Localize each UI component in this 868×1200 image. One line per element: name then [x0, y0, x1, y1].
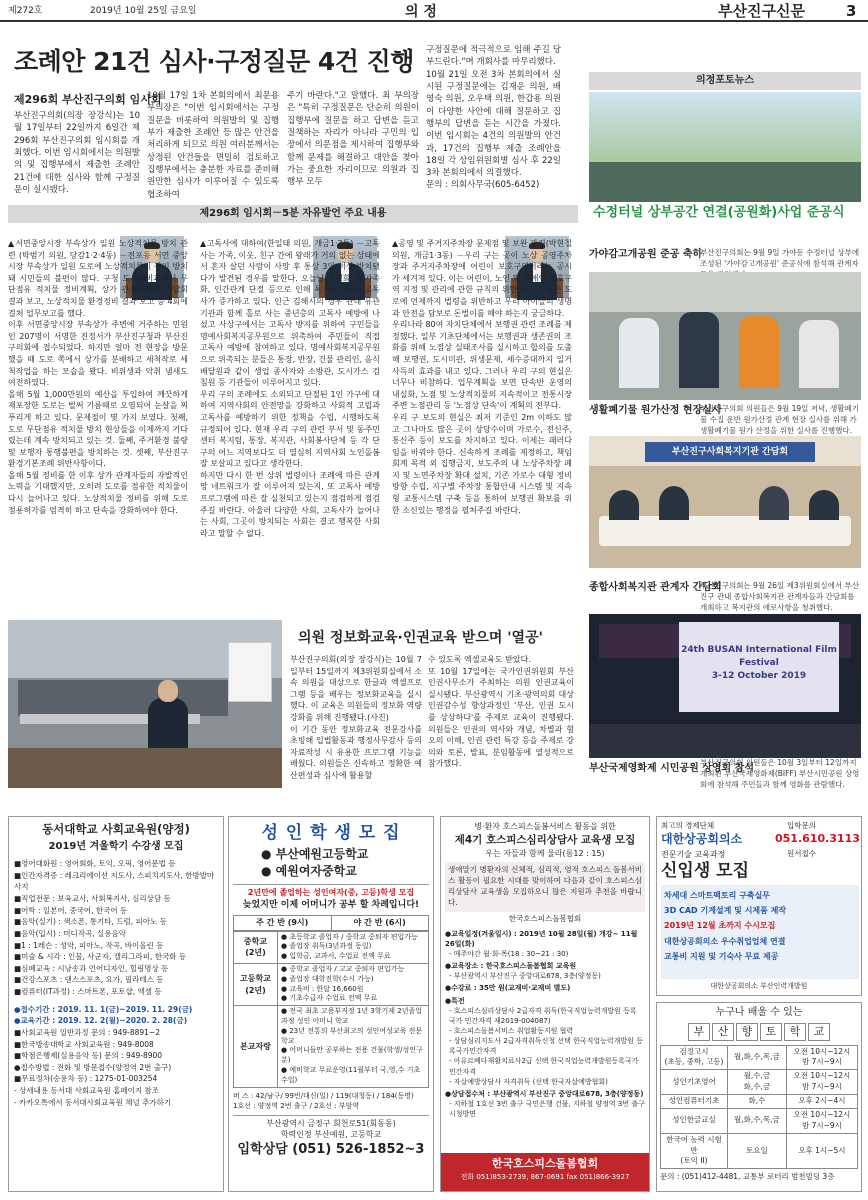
section-name: 의 정 [405, 4, 437, 20]
photo-waste-desc: 부산진구의회 의원들은 9월 19일 저녁, 생활폐기물 수집 운반 원가산정 관계 현장 실사를 위해 가 생활폐기물 원가 산정을 위한 실사를 진행했다. [700, 404, 860, 435]
list-item: - 부산광역시 부산진구 중앙대로678, 3층(양정동) [449, 972, 601, 981]
page-number: 3 [846, 2, 857, 20]
brand-char: 학 [784, 1023, 806, 1041]
lead-col-3: 주기 바란다."고 말했다. 최 부의장은 "특히 구정질문은 단순히 의원이 집행부에 질문을 하고 답변을 듣고 질책하는 자리가 아니라 구민의 입장에서 의문점을 제시하여 집행부와 함께 문제를 해결하고 대안을 찾아가는 중요한 자리이므로 의원과 집행부 모두 [287, 91, 419, 188]
page-header [0, 0, 868, 22]
list-item: ●상담접수처 : 부산광역시 부산진구 중앙대로678, 3층(양정동) [445, 1089, 644, 1098]
ad-chamber-web: 원서접수 [787, 849, 816, 858]
ad-yewon-school-1: ● 부산예원고등학교 [261, 846, 369, 861]
ad-yewon-school-2: ● 예원여자중학교 [261, 864, 357, 879]
ad-yewon-title: 성 인 학 생 모 집 [261, 823, 401, 843]
ad-chamber-phone-label: 입학문의 [787, 821, 816, 830]
ad-chamber-sub: 전문기술 교육과정 [661, 850, 726, 859]
ad-yewon-table [233, 915, 429, 931]
ad-dongseo [8, 816, 224, 1192]
free-speech-title: 제296회 임시회－5분 자유발언 주요 내용 [8, 205, 578, 223]
ad-hospice-title: 제4기 호스피스심리상담사 교육생 모집 [454, 833, 636, 846]
course-days: 토요일 [727, 1133, 786, 1169]
course-name: 한국어 능력 시험반 (토익 II) [661, 1133, 728, 1169]
ad-chamber-items [661, 885, 859, 979]
brand-char: 토 [760, 1023, 782, 1041]
ad-hyangto-table [660, 1045, 858, 1170]
list-item: 3D CAD 기계설계 및 시제품 제작 [664, 906, 787, 916]
course-time: 오후 1시~5시 [786, 1133, 857, 1169]
ad-chamber-phone: 051.610.3113 [775, 832, 860, 845]
brand-char: 교 [808, 1023, 830, 1041]
date-line: ■학점은행제(실용음악 등) 문의 : 949-8900 [14, 1051, 163, 1061]
ad-yewon-rows [233, 931, 429, 1088]
table-row [661, 1045, 858, 1070]
issue-number: 제272호 [8, 6, 43, 16]
course-line: ■음악(입시) : 미디작곡, 실용음악 [14, 928, 126, 938]
ad-yewon [228, 816, 434, 1192]
list-item: - 자살예방상담사 자격취득 (선택 한국자살예방협회) [449, 1077, 608, 1086]
list-item: ●교육장소 : 한국호스피스돌봄협회 교육원 [445, 962, 577, 971]
training-col-2: 수 있도록 엑셀교육도 받았다. 또 10월 17일에는 국가인권위원회 부산인권사무소가 주최하는 의원 인권교육이 실시됐다. 부산광역시 기초·광역의회 대상 인권감수성 향상과정인 '부산, 인권 도시를 상상하다'를 주제로 교육이 진행됐다. 의원들은 인권의 역사와 개념, 차별과 혐오의 이해, 인권 관련 특강 등을 주제로 강의와 토론, 발표, 분임활동에 열성적으로 참가했다. [428, 655, 574, 769]
list-item: - 호스피스돌봄서비스 취업활동지원 협력 [449, 1027, 574, 1036]
photo-waste-caption: 생활폐기물 원가산정 현장실사 [589, 405, 722, 416]
table-row [234, 931, 429, 963]
list-item: 차세대 스마트팩토리 구축실무 [664, 891, 771, 900]
list-item: - 아유르베다재활치료사2급 신택 한국직업능력개발원등록국가민간자격 [449, 1057, 639, 1076]
ad-hospice-intro: 생애말기 병환자의 신체적, 심리적, 영적 호스피스 돌봄서비스 활동이 필요한 시대를 맞이하여 다음과 같이 호스피스심리상담사 교육생을 모집하오니 많은 지원과 추천을 바랍니다. [445, 862, 645, 912]
newspaper-name: 부산진구신문 [718, 2, 805, 20]
photo-film-festival [589, 614, 861, 758]
list-item: - 매주야간 월·화·목(18 : 30~21 : 30) [449, 950, 569, 959]
brand-char: 향 [736, 1023, 758, 1041]
ad-hyangto-title: 누구나 배울 수 있는 [715, 1007, 803, 1018]
lead-headline: 조례안 21건 심사·구정질문 4건 진행 [14, 47, 414, 76]
ad-hyangto [656, 1002, 862, 1192]
table-row [234, 1006, 429, 1087]
photo-park-desc: 부산진구의회는 9월 9일 가야동 수정터널 상부에 조성된 '가야감고개공원' 준공식에 참석해 관계자 [700, 248, 860, 268]
ad-chamber-kicker: 최고의 경제단체 [661, 821, 715, 830]
row-text: ● 초등학교 졸업자 / 중학교 중퇴자 편입가능 ● 졸업장 취득(3년과정 동일) ● 입학금, 교과서, 수업료 전액 무료 [278, 931, 429, 963]
ad-yewon-day-head: 주 간 반 (9시) [234, 916, 332, 931]
photo-park-caption: 가야감고개공원 준공 축하 [589, 249, 703, 260]
lead-col-4: 구정질문에 적극적으로 임해 주길 당부드린다."며 개회사를 마무리했다. 10월 21일 오전 3차 본회의에서 실시된 구정질문에는 김재운 의원, 배영숙 의원, 오우택 의원, 한갑용 의원이 다양한 사안에 대해 질문하고 집행부의 답변을 듣는 시간을 가졌다. 이번 임시회는 4건의 의원발의 안건과, 17건의 집행부 제출 조례안을 18일 각 상임위원회별 심사 후 22일 3차 본회의에서 의결했다. 문의 : 의회사무국(605-6452) [426, 45, 561, 191]
list-item: - 지하철 1호선 3번 출구 국민은행 건물, 지하철 양정역 3번 출구 시청방면 [449, 1100, 645, 1119]
table-row [661, 1070, 858, 1095]
ad-yewon-subway: 1호선 : 양정역 2번 출구 / 2호선 : 부암역 [233, 1101, 360, 1110]
row-text: ● 전국 최초 고용부지정 1년 3학기제 2년졸업과정 성인 어머니 학교 ● 23년 전통의 부산최고의 성인여성교육 전문학교 ● 어머니들만 공부하는 전용 건물(학생/성인구분) ● 예비학교 무료운영(11월부터 국,영,수 기초수업) [278, 1006, 429, 1087]
ad-yewon-bus: 버 스 : 42/남구/ 99번/대신(일) / 119(대청동) / 184(동명) [233, 1091, 414, 1100]
issue-date: 2019년 10월 25일 금요일 [90, 6, 197, 16]
course-days: 월,화,수,목,금 [727, 1045, 786, 1070]
course-line: ■직업전문 : 보육교사, 사회복지사, 심리상담 등 [14, 894, 171, 904]
course-days: 월,수,금 화,수,금 [727, 1070, 786, 1095]
photo-park-ceremony [589, 92, 861, 244]
course-name: 성인컴퓨터기초 [661, 1095, 728, 1109]
list-item: ●교육일정(겨울일시) : 2019년 10월 28일(월) 개강~ 11월 26일(화) [445, 929, 638, 948]
lead-col-2: 10월 17일 1차 본회의에서 최문용 부의장은 "이번 임시회에서는 구정질문을 비롯하여 의원발의 및 집행부가 제출한 조례안 등 많은 안건을 처리하게 되므로 의원 여러분께서는 상정된 안건들을 면밀히 검토하고 집행부에서는 충분한 자료를 준비해 원만한 심사가 이루어질 수 있도록 협조하여 [147, 91, 279, 200]
photo-park-banner: 수정터널 상부공간 연결(공원화)사업 준공식 [593, 205, 845, 220]
ad-yewon-corp: 학력인정 부산예원, 고등학교 [280, 1130, 382, 1140]
table-row [661, 1108, 858, 1133]
course-line: ■인간자격증 : 레크리에이션 지도사, 스피치지도사, 한방발마사지 [14, 870, 215, 892]
ad-yewon-tagline-1: 2년만에 졸업하는 성인여자(중, 고등)학생 모집 [233, 884, 429, 899]
ad-hospice-footer-phone: 전화 051)853-2739, 867-0691 fax 051)866-3927 [460, 1172, 630, 1181]
course-days: 화,수 [727, 1095, 786, 1109]
ad-hospice-org: 한국호스피스돌봄협회 [508, 913, 582, 923]
row-label: 고등학교 (2년) [234, 964, 278, 1006]
ad-yewon-eve-head: 야 간 반 (6시) [331, 916, 429, 931]
training-title: 의원 정보화교육·인권교육 받으며 '열공' [298, 630, 543, 646]
course-time: 오전 10시~12시 밤 7시~9시 [786, 1070, 857, 1095]
course-line: ■어학 : 일본어, 중국어, 한국어 등 [14, 905, 128, 915]
course-line: ■컴퓨터(IT과정) : 스마트폰, 포토샵, 엑셀 등 [14, 987, 162, 997]
course-line: ■음악(실기) : 색소폰, 통기타, 드럼, 피아노 등 [14, 917, 167, 927]
free-speech-col-2: ▲고독사에 대하여(한일태 의원, 개금1·3동) －고독사는 가족, 이웃, 친구 간에 왕래가 거의 없는 상태에서 혼자 살던 사람이 사망 후 통상 3일 이상 방치됐다가 발견된 경우를 말한다. 오늘날 고령화, 핵가족화, 인간관계 단절 등으로 인해 독거노인들의 고독사가 증가하고 있다. 인근 김해시의 경우 관내 유관기관과 함께 홀로 사는 중년층의 고독사 예방에 나섰고 사상구에서는 고독사 방지를 위하여 구민들을 명예사회복지공무원으로 위촉하여 주민들이 직접 고독사 예방에 참여하고 있다. 명예사회복지공무원으로 위촉되는 분들은 통장, 반장, 건물 관리인, 음식 배달원과 같이 생업 종사자와 소방관, 도시가스 검침원 등 기관들이 이루어지고 있다. 우리 구의 조례에도 소외되고 단절된 1인 가구에 대하여 지역사회의 안전망을 강화하고 사회적 고립과 고독사를 예방하기 위한 정책을 수립, 시행하도록 규정되어 있다. 현재 우리 구의 관련 부서 및 동주민센터 복지팀, 통장, 복지관, 사회봉사단체 등 각 단 구의 어느 지역보다도 더 열심히 지역사회 노인돌봄 잘 보살피고 있다고 생각한다. 하지만 다시 한 번 상위 법령이나 조례에 따른 관계망 네트워크가 잘 이루어져 있는지, 또 고독사 예방프로그램에 따른 잘 실천되고 있는지 점검하게 점검주길 바란다. 아울러 다양한 사회, 고독사가 늘어나는 사회, 그곳이 방치되는 사회는 결코 행복한 사회라고 말할 수 없다. [200, 239, 380, 538]
course-line: ■영어대화원 : 영어회화, 토익, 오픽, 영어문법 등 [14, 859, 176, 869]
ad-chamber [656, 816, 862, 996]
row-text: ● 중학교 졸업자 / 고교 중퇴자 편입가능 ● 졸업장 대학진학(수시 가능) ● 교육비 : 한달 16,660원 ● 기초수급자 수업료 전액 무료 [278, 964, 429, 1006]
table-row [661, 1133, 858, 1169]
course-days: 월,화,수,목,금 [727, 1108, 786, 1133]
date-line: - 상세내용 동서대 사회교육원 홈페이지 참조 [14, 1086, 160, 1096]
table-row [234, 964, 429, 1006]
ad-yewon-tagline-2: 늦었지만 이제 어머니가 공부 할 차례입니다! [242, 900, 420, 911]
course-line: ■1 : 1레슨 : 성악, 피아노, 작곡, 바이올린 등 [14, 940, 164, 950]
course-time: 오전 10시~12시 밤 7시~9시 [786, 1045, 857, 1070]
ad-hyangto-contact: 문의 : (051)412-4481, 교통부 로터리 범천빌딩 3층 [660, 1172, 835, 1182]
photo-waste-inspection [589, 272, 861, 400]
ad-yewon-phone: 입학상담 (051) 526-1852~3 [237, 1142, 425, 1158]
course-line: ■미술 & 시각 : 인물, 사군자, 캘리그라피, 한국화 등 [14, 952, 187, 962]
ad-hyangto-brand [660, 1023, 858, 1041]
row-label: 본교자랑 [234, 1006, 278, 1087]
photo-film-desc: 부산진구의회 의원들은 10월 3일부터 12일까지 개최된 부산국제영화제(BIFF) 부산시민공원 상영회에 참석해 주민들과 함께 영화를 관람했다. [700, 758, 860, 789]
brand-char: 부 [688, 1023, 710, 1041]
ad-chamber-foot: 대한상공회의소 부산인력개발원 [710, 982, 808, 990]
ad-dongseo-courses [14, 858, 218, 998]
film-screen [679, 622, 839, 712]
table-row [661, 1095, 858, 1109]
ad-hospice-sub: 우는 자들과 함께 울라(롬12 : 15) [485, 848, 605, 858]
course-time: 오후 2시~4시 [786, 1095, 857, 1109]
ad-dongseo-subtitle: 2019년 겨울학기 수강생 모집 [48, 840, 184, 852]
ad-chamber-name: 대한상공회의소 [661, 832, 743, 846]
date-line: ■사회교육원 일반과정 문의 : 949-8891~2 [14, 1027, 161, 1037]
free-speech-col-1: ▲서면중앙시장 부속상가 일원 노상적치물 방치 관련 (박범기 의원, 당감1·2·4동) －전포동 서면 중앙시장 부속상가 일원 도로에 노상적치물이 장기 방치돼 시민들의 불편이 많다. 구청 도시정비과에서 무단점유 적치물 정비계획, 상가 관계자와의 간담회 결과 보고, 노상적치물 환경정비 결과 보고 등 4회에 걸쳐 업무보고를 했다. 이후 서면중앙시장 부속상가 주변에 거주하는 민원인 207명이 서명한 진정서가 부산진구청과 부산진구의회에 접수되었다. 하지만 얼마 전 현장을 방문했을 때 도로 쪽에서 상가를 분배하고 세척작로 세척작업을 하는 모습을 봤다. 비위생과 악취 냄새도 여전하였다. 올해 5월 1,000만원의 예산을 투입하여 깨끗하게 재포장한 도로는 벌써 기름때로 오염되어 눈살을 찌푸리게 하고 있다. 문제점이 몇 가지 보였다. 첫째, 도로 무단점유 적치물 방치 현상들을 이제까지 기다렸는데 계속 방치되고 있는 것. 둘째, 주거환경 불량 및 보행자 통행불편을 방치하는 것. 셋째, 부산진구 환경기본조례 위반사항이다. 올해 5월 정비를 한 이후 상가 관계자들의 자발적인 노력을 기대했지만, 오히려 도로를 점유한 적치물이 다시 늘어나고 있다. 노상적치물 정비를 위해 도로 점용허가를 엄격히 하고 단속을 강화하여야 한다. [8, 239, 188, 515]
photo-welfare-caption: 종합사회복지관 관계자 간담회 [589, 582, 722, 593]
photo-welfare-meeting [589, 436, 861, 568]
list-item: ●특전 [445, 996, 465, 1005]
photo-welfare-banner: 부산진구사회복지기관 간담회 [645, 442, 815, 462]
date-line: ●접수방법 : 전화 및 방문접수(양정역 2번 출구) [14, 1062, 172, 1072]
course-line: ■심폐교육 : 시낭송과 언어디자인, 힐링명상 등 [14, 963, 169, 973]
photo-news-title: 의정포토뉴스 [589, 72, 861, 90]
list-item: ●수강료 : 35만 원(교재비·교재비 별도) [445, 984, 571, 993]
list-item: - 상담심리지도사 2급자격취득신청 선택 한국직업능력개발원 등록국가민간자격 [449, 1037, 643, 1056]
course-name: 성인기초영어 [661, 1070, 728, 1095]
film-screen-title: 24th BUSAN International Film Festival [681, 645, 837, 669]
ad-yewon-address: 부산광역시 금정구 회천로51(회동동) [233, 1115, 429, 1130]
ad-hospice-footer-name: 한국호스피스돌봄협회 [491, 1157, 599, 1170]
ad-dongseo-title: 동서대학교 사회교육원(양정) [42, 822, 190, 836]
list-item: 교통비 지원 및 기숙사 무료 제공 [664, 951, 779, 961]
lead-col-1: 부산진구의회(의장 장강식)는 10월 17일부터 22일까지 6일간 제296회 부산진구의회 임시회를 개최했다. 이번 임시회에서는 의원발의 및 집행부에서 제출한 조례안 21건에 대한 심사와 함께 구정질문이 실시됐다. [14, 111, 140, 195]
ad-hospice-items [445, 929, 645, 1120]
list-item: - 호스피스심리상담사 2급자격 취득(한국직업능력개발원 등록 국가 민간자격 제2019-004087) [449, 1006, 637, 1025]
date-line: ■한국방송대학교 사회교육원 : 949-8008 [14, 1039, 154, 1049]
lead-subhead: 제296회 부산진구의회 임시회 [14, 93, 162, 106]
date-line: ■무료정차(승용차 등) : 1275-01-003254 [14, 1074, 158, 1084]
brand-char: 산 [712, 1023, 734, 1041]
course-name: 성인한글교실 [661, 1108, 728, 1133]
row-label: 중학교 (2년) [234, 931, 278, 963]
film-screen-dates: 3-12 October 2019 [711, 671, 807, 682]
course-time: 오전 10시~12시 밤 7시~9시 [786, 1108, 857, 1133]
course-line: ■건강스포츠 : 댄스스포츠, 요가, 필라테스 등 [14, 975, 164, 985]
date-line: - 카카오톡에서 동서대사회교육원 채널 추가하기 [14, 1097, 172, 1107]
date-line: ●접수기간 : 2019. 11. 1(금)~2019. 11. 29(금) [14, 1004, 193, 1014]
ad-dongseo-dates [14, 1004, 218, 1109]
ad-hospice [440, 816, 650, 1192]
list-item: 대한상공회의소 우수취업업체 연결 [664, 936, 786, 946]
ad-hospice-kicker: 병·환자 호스피스돌봄서비스 활동을 위한 [474, 822, 616, 831]
free-speech-col-3: ▲공영 및 주거지주차장 문제점 및 보완 관련(박현철 의원, 개금1·3동) －우리 구는 곳이 노상 공영주차장과 주거지주차장에 어린이 보호구역이라는 공시가 세겨져 있다. 이는 어린이, 노인 및 장애인 보호구역 지정 및 관리에 관한 규칙의 위반이다. 구청은 도로에 언제까지 법령을 위반하고 우리 아이들의 생명과 안전을 담보로 돈벌이를 해야 하는지 궁금하다. 우리나라 80여 자치단체에서 보행권 관련 조례를 제정했다. 일부 기초단체에서는 보행권과 생존권의 조화를 위해 노점상 실태조사를 실시하고 합의를 도출해 보행권, 도시미관, 위생문제, 세수증대까지 일거사득의 효과를 내고 있다. 그러나 우리 구의 현실은 너무나 비참하다. 업무계획을 보면 단속반 운영의 내실화, 노점 및 노상적치물의 지속적이고 전통시장주변 노점관리 등 '노점상 단속'이 계획의 전부다. 우리 구 보도의 현실은 최저 기준인 2m 이하도 많고 그나마도 많은 곳이 상당수이며 가로수, 전신주, 통신주 등이 보도를 차지하고 있다. 이제는 패러다임을 바꿔야 한다. 신속하게 조례를 제정하고, 책임회계 목적 외 집행금지, 보도주의 내 노상주차장 폐지 및 노면주차장 확대 설치, 기존 가로수 대형 정비 방향 수립, 지구별 주차장 통합안내 시스템 및 지속형 교통시스템 구축 등을 통하여 보행권 확보를 위한 소신있는 행정을 펼쳐주길 바란다. [392, 239, 572, 515]
date-line: ●교육기간 : 2019. 12. 2(월)~2020. 2. 28(금) [14, 1016, 188, 1026]
list-item: 2019년 12월 초까지 수시모집 [664, 921, 776, 931]
training-col-1: 부산진구의회(의장 장강식)는 10월 7일부터 15일까지 제3위원회실에서 소속 의원을 대상으로 한글과 엑셀프로그램 등을 배우는 정보화교육을 실시했다. 이 교육은 의원들의 정보화 역량강화를 위해 진행됐다.(사진) 이 기간 동안 정보화교육 전문강사를 초빙해 입법활동과 행정사무감사 등의 자료작성 시 유용한 프로그램 기능을 배웠다. 의원들은 신속하고 정확한 예산편성과 심사에 활용할 [290, 655, 422, 780]
training-photo [8, 620, 282, 788]
course-name: 검정고시 (초등, 중학, 고등) [661, 1045, 728, 1070]
photo-welfare-desc: 부산진구의회는 9월 26일 제3위원회실에서 부산진구 관내 종합사회복지관 관계자들과 간담회를 개최하고 복지관의 애로사항을 청취했다. [700, 581, 860, 612]
ad-chamber-headline: 신입생 모집 [661, 861, 750, 881]
photo-film-caption: 부산국제영화제 시민공원 상영회 참석 [589, 763, 755, 774]
ad-hospice-footer [441, 1153, 649, 1191]
